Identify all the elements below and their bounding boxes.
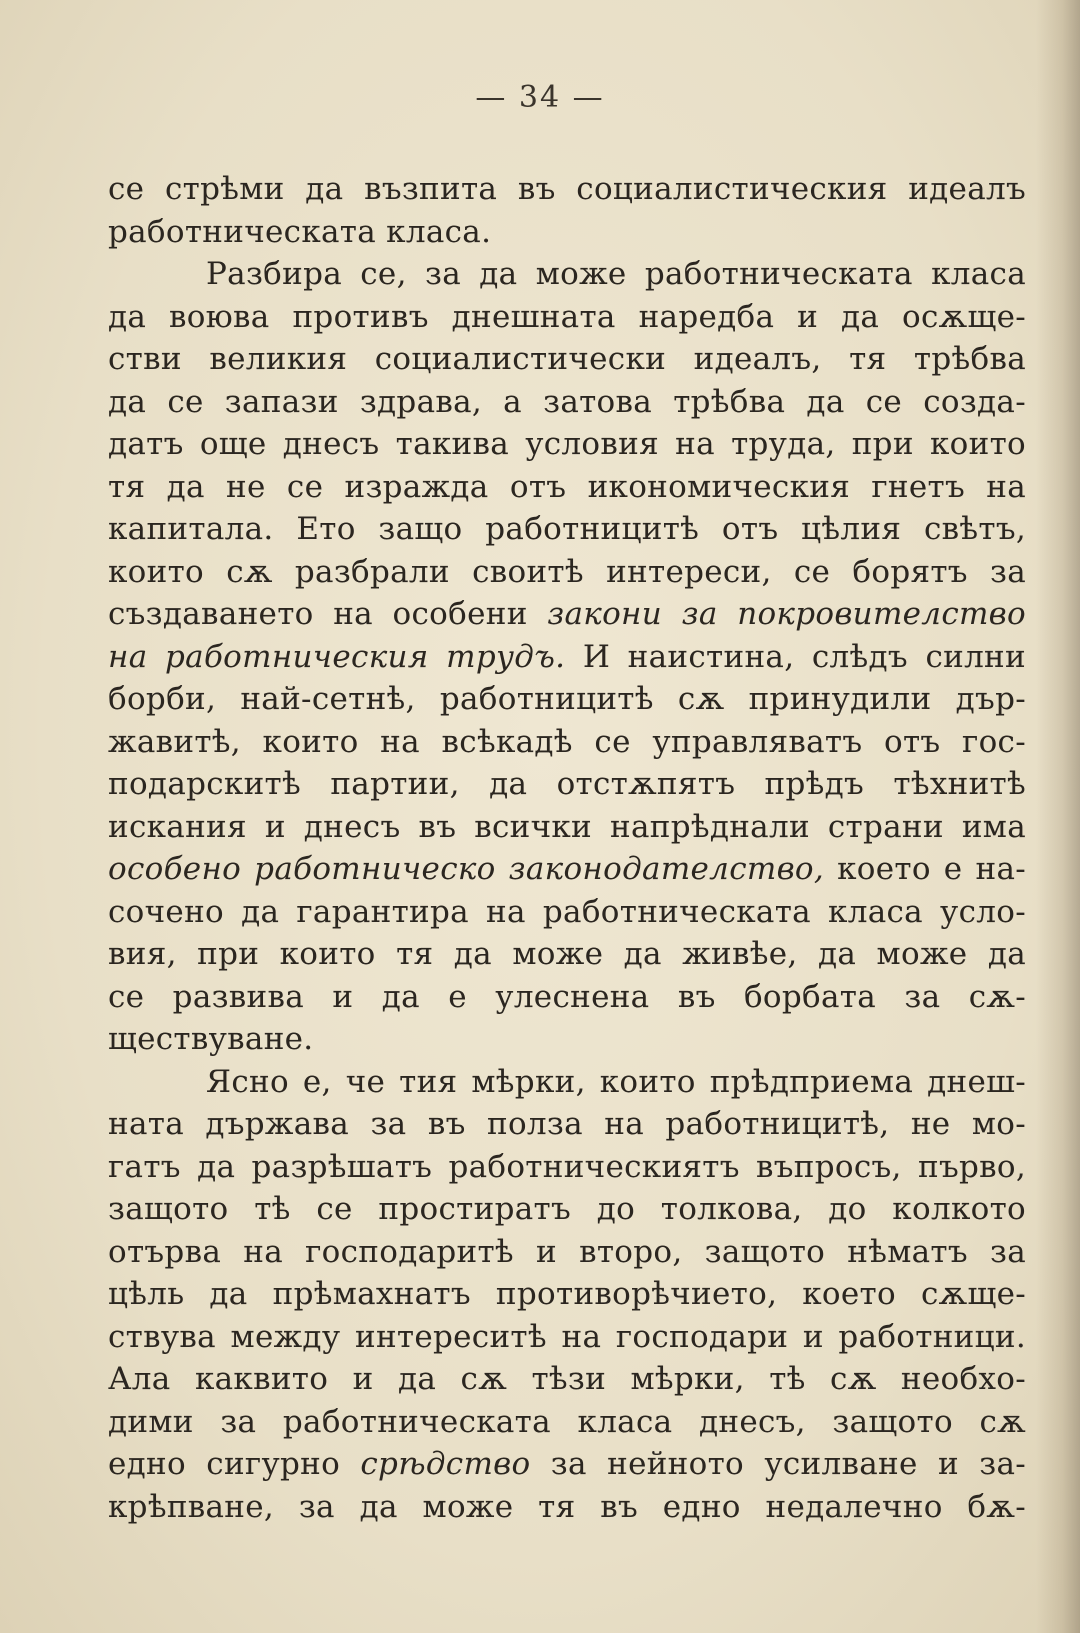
text-span: за нейното усилване и за- [530, 1446, 1026, 1482]
text-span: стви великия социалистически идеалъ, тя трѣбва [108, 341, 1026, 377]
text-line [108, 423, 1026, 466]
text-span: което е на- [824, 851, 1027, 887]
text-span: дими за работническата класа днесъ, защото сѫ [108, 1403, 1026, 1440]
text-body [108, 168, 1026, 1528]
text-line [108, 1103, 1026, 1146]
text-span: крѣпване, за да може тя въ едно недалечно бѫ- [108, 1488, 1026, 1525]
page-edge-shadow [1036, 0, 1080, 1633]
text-span: искания и днесъ въ всички напрѣднали страни има [108, 808, 1026, 845]
text-span: да воюва противъ днешната наредба и да осѫще- [108, 298, 1026, 335]
page-number: — 34 — [475, 80, 605, 115]
text-line [108, 1401, 1026, 1444]
text-line [108, 338, 1026, 381]
text-span: гатъ да разрѣшатъ работническиятъ въпросъ, първо, [108, 1148, 1026, 1185]
text-span: датъ още днесъ такива условия на труда, при които [108, 426, 1026, 462]
text-line [108, 636, 1026, 679]
text-line [108, 721, 1026, 764]
text-line [108, 1443, 1026, 1486]
text-line [108, 1273, 1026, 1316]
text-span: Ала каквито и да сѫ тѣзи мѣрки, тѣ сѫ необхо- [108, 1361, 1026, 1397]
italic-text: срѣдство [360, 1446, 531, 1482]
text-span: отърва на господаритѣ и второ, защото нѣматъ за [108, 1233, 1026, 1270]
text-span: вия, при които тя да може да живѣе, да може да [108, 936, 1026, 972]
text-line [108, 763, 1026, 806]
text-line [108, 466, 1026, 509]
text-span: ната държава за въ полза на работницитѣ, не мо- [108, 1106, 1026, 1142]
text-span: едно сигурно [108, 1446, 361, 1482]
text-line [108, 848, 1026, 891]
text-line [108, 1358, 1026, 1401]
text-line [108, 168, 1026, 211]
italic-text: закони за покровителство [547, 596, 1026, 632]
text-span: жавитѣ, които на всѣкадѣ се управляватъ отъ гос- [108, 723, 1026, 760]
text-line [108, 1188, 1026, 1231]
text-span: ществуване. [108, 1021, 314, 1057]
text-line [108, 253, 1026, 296]
text-line [108, 1316, 1026, 1359]
text-span: борби, най-сетнѣ, работницитѣ сѫ принудили дър- [108, 681, 1026, 717]
text-line [108, 296, 1026, 339]
text-span: капитала. Ето защо работницитѣ отъ цѣлия свѣтъ, [108, 511, 1026, 547]
text-line [108, 976, 1026, 1019]
italic-text: на работническия трудъ. [108, 638, 566, 675]
text-line [108, 891, 1026, 934]
text-span: тя да не се изражда отъ икономическия гнетъ на [108, 468, 1026, 505]
text-line [108, 678, 1026, 721]
text-span: Разбира се, за да може работническата класа [206, 256, 1026, 292]
text-span: които сѫ разбрали своитѣ интереси, се борятъ за [108, 553, 1026, 590]
text-line [108, 551, 1026, 594]
text-line [108, 1018, 1026, 1061]
text-line [108, 211, 1026, 254]
text-span: създаването на особени [108, 596, 548, 632]
text-span: сочено да гарантира на работническата класа усло- [108, 893, 1026, 930]
text-line [108, 1231, 1026, 1274]
text-line [108, 1486, 1026, 1529]
text-span: И наистина, слѣдъ силни [565, 638, 1026, 675]
text-line [108, 933, 1026, 976]
text-span: се развива и да е улеснена въ борбата за сѫ- [108, 978, 1026, 1015]
text-span: се стрѣми да възпита въ социалистическия идеалъ [108, 171, 1026, 207]
text-line [108, 806, 1026, 849]
text-line [108, 508, 1026, 551]
text-span: да се запази здрава, а затова трѣбва да се созда- [108, 383, 1026, 420]
text-line [108, 1146, 1026, 1189]
text-span: защото тѣ се простиратъ до толкова, до колкото [108, 1191, 1026, 1227]
text-line [108, 593, 1026, 636]
text-span: работническата класа. [108, 213, 492, 250]
text-line [108, 381, 1026, 424]
text-span: цѣль да прѣмахнатъ противорѣчието, което сѫще- [108, 1276, 1026, 1312]
text-line [108, 1061, 1026, 1104]
italic-text: особено работническо законодателство, [108, 851, 825, 887]
text-span: подарскитѣ партии, да отстѫпятъ прѣдъ тѣхнитѣ [108, 766, 1026, 802]
text-span: Ясно е, че тия мѣрки, които прѣдприема днеш- [206, 1063, 1026, 1100]
text-span: ствува между интереситѣ на господари и работници. [108, 1318, 1026, 1355]
